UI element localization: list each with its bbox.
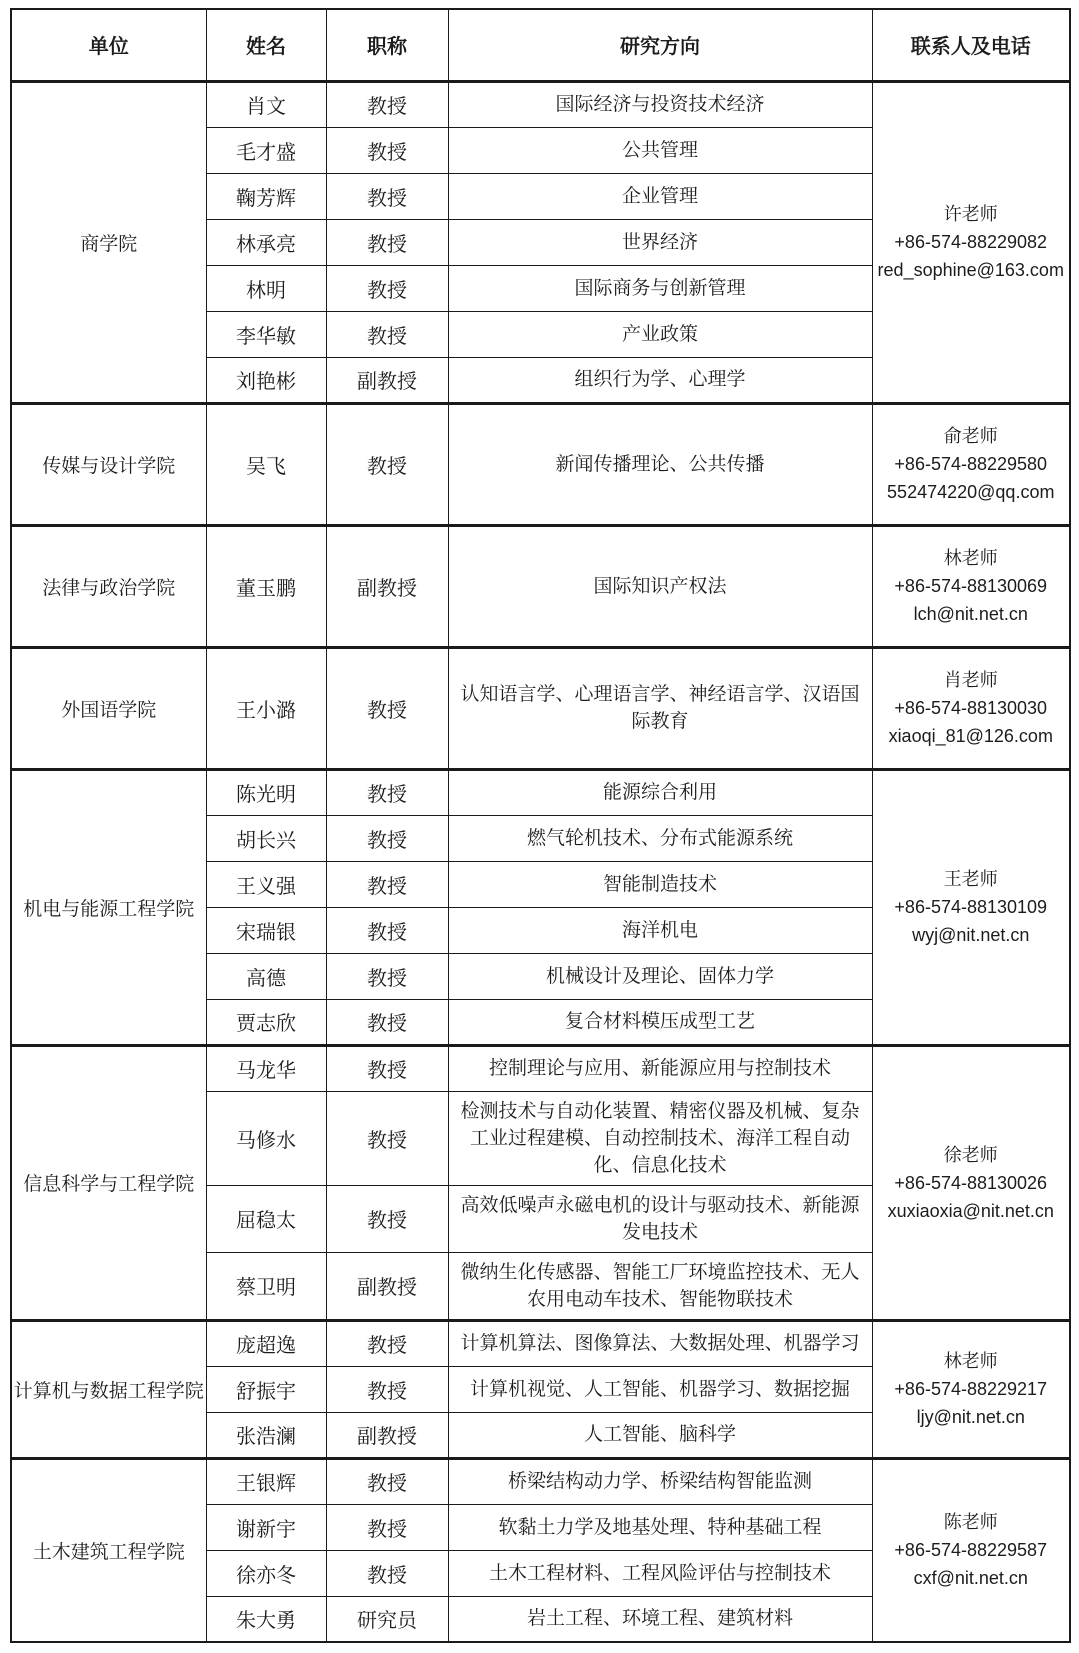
contact-person: 王老师 bbox=[943, 869, 998, 889]
column-header: 研究方向 bbox=[448, 9, 872, 81]
contact-phone: +86-574-88130030 bbox=[894, 698, 1048, 718]
name-cell: 舒振宇 bbox=[206, 1366, 326, 1412]
research-cell: 新闻传播理论、公共传播 bbox=[448, 403, 872, 525]
contact-email: wyj@nit.net.cn bbox=[912, 925, 1030, 945]
name-cell: 高德 bbox=[206, 953, 326, 999]
research-cell: 岩土工程、环境工程、建筑材料 bbox=[448, 1596, 872, 1642]
contact-cell bbox=[872, 647, 1070, 769]
name-cell: 胡长兴 bbox=[206, 815, 326, 861]
unit-cell: 土木建筑工程学院 bbox=[11, 1458, 206, 1642]
research-cell: 复合材料模压成型工艺 bbox=[448, 999, 872, 1045]
contact-email: xuxiaoxia@nit.net.cn bbox=[887, 1200, 1054, 1221]
name-cell: 宋瑞银 bbox=[206, 907, 326, 953]
title-cell: 教授 bbox=[326, 1091, 448, 1185]
contact-email: ljy@nit.net.cn bbox=[916, 1407, 1025, 1427]
unit-cell: 传媒与设计学院 bbox=[11, 403, 206, 525]
name-cell: 蔡卫明 bbox=[206, 1252, 326, 1320]
research-cell: 国际商务与创新管理 bbox=[448, 265, 872, 311]
title-cell: 教授 bbox=[326, 1366, 448, 1412]
contact-cell bbox=[872, 525, 1070, 647]
contact-email: xiaoqi_81@126.com bbox=[888, 726, 1053, 746]
name-cell: 马修水 bbox=[206, 1091, 326, 1185]
name-cell: 林明 bbox=[206, 265, 326, 311]
research-cell: 海洋机电 bbox=[448, 907, 872, 953]
name-cell: 徐亦冬 bbox=[206, 1550, 326, 1596]
title-cell: 教授 bbox=[326, 1045, 448, 1091]
title-cell: 教授 bbox=[326, 81, 448, 127]
contact-person: 徐老师 bbox=[943, 1144, 998, 1165]
research-cell: 燃气轮机技术、分布式能源系统 bbox=[448, 815, 872, 861]
research-cell: 国际经济与投资技术经济 bbox=[448, 81, 872, 127]
name-cell: 王银辉 bbox=[206, 1458, 326, 1504]
name-cell: 吴飞 bbox=[206, 403, 326, 525]
name-cell: 王小潞 bbox=[206, 647, 326, 769]
contact-email: lch@nit.net.cn bbox=[913, 604, 1028, 624]
research-cell: 检测技术与自动化装置、精密仪器及机械、复杂工业过程建模、自动控制技术、海洋工程自动化、信息化技术 bbox=[448, 1091, 872, 1185]
title-cell: 教授 bbox=[326, 1458, 448, 1504]
research-cell: 智能制造技术 bbox=[448, 861, 872, 907]
name-cell: 朱大勇 bbox=[206, 1596, 326, 1642]
name-cell: 陈光明 bbox=[206, 769, 326, 815]
research-cell: 控制理论与应用、新能源应用与控制技术 bbox=[448, 1045, 872, 1091]
name-cell: 马龙华 bbox=[206, 1045, 326, 1091]
name-cell: 庞超逸 bbox=[206, 1320, 326, 1366]
title-cell: 教授 bbox=[326, 265, 448, 311]
research-cell: 机械设计及理论、固体力学 bbox=[448, 953, 872, 999]
contact-phone: +86-574-88130026 bbox=[894, 1172, 1048, 1193]
contact-person: 陈老师 bbox=[943, 1512, 998, 1533]
table-body bbox=[11, 81, 1070, 1642]
name-cell: 董玉鹏 bbox=[206, 525, 326, 647]
table-row bbox=[11, 81, 1070, 127]
research-cell: 土木工程材料、工程风险评估与控制技术 bbox=[448, 1550, 872, 1596]
table-row bbox=[11, 525, 1070, 647]
research-cell: 认知语言学、心理语言学、神经语言学、汉语国际教育 bbox=[448, 647, 872, 769]
contact-email: 552474220@qq.com bbox=[887, 482, 1055, 502]
contact-cell bbox=[872, 1458, 1070, 1642]
contact-phone: +86-574-88229082 bbox=[894, 232, 1048, 252]
title-cell: 教授 bbox=[326, 1550, 448, 1596]
research-cell: 微纳生化传感器、智能工厂环境监控技术、无人农用电动车技术、智能物联技术 bbox=[448, 1252, 872, 1320]
header-row bbox=[11, 9, 1070, 81]
title-cell: 教授 bbox=[326, 769, 448, 815]
unit-cell: 信息科学与工程学院 bbox=[11, 1045, 206, 1320]
research-cell: 高效低噪声永磁电机的设计与驱动技术、新能源发电技术 bbox=[448, 1185, 872, 1252]
name-cell: 贾志欣 bbox=[206, 999, 326, 1045]
title-cell: 研究员 bbox=[326, 1596, 448, 1642]
name-cell: 王义强 bbox=[206, 861, 326, 907]
contact-cell bbox=[872, 403, 1070, 525]
name-cell: 肖文 bbox=[206, 81, 326, 127]
title-cell: 教授 bbox=[326, 311, 448, 357]
title-cell: 教授 bbox=[326, 1185, 448, 1252]
contact-phone: +86-574-88130069 bbox=[894, 576, 1048, 596]
title-cell: 教授 bbox=[326, 815, 448, 861]
title-cell: 教授 bbox=[326, 173, 448, 219]
research-cell: 国际知识产权法 bbox=[448, 525, 872, 647]
title-cell: 教授 bbox=[326, 907, 448, 953]
name-cell: 谢新宇 bbox=[206, 1504, 326, 1550]
research-cell: 产业政策 bbox=[448, 311, 872, 357]
name-cell: 刘艳彬 bbox=[206, 357, 326, 403]
column-header: 姓名 bbox=[206, 9, 326, 81]
contact-phone: +86-574-88130109 bbox=[894, 897, 1048, 917]
column-header: 单位 bbox=[11, 9, 206, 81]
title-cell: 教授 bbox=[326, 219, 448, 265]
unit-cell: 商学院 bbox=[11, 81, 206, 403]
title-cell: 副教授 bbox=[326, 525, 448, 647]
title-cell: 副教授 bbox=[326, 1412, 448, 1458]
title-cell: 教授 bbox=[326, 861, 448, 907]
column-header: 联系人及电话 bbox=[872, 9, 1070, 81]
title-cell: 副教授 bbox=[326, 357, 448, 403]
title-cell: 教授 bbox=[326, 403, 448, 525]
name-cell: 张浩澜 bbox=[206, 1412, 326, 1458]
research-cell: 计算机视觉、人工智能、机器学习、数据挖掘 bbox=[448, 1366, 872, 1412]
name-cell: 鞠芳辉 bbox=[206, 173, 326, 219]
contact-cell bbox=[872, 1320, 1070, 1458]
contact-email: cxf@nit.net.cn bbox=[913, 1568, 1028, 1589]
faculty-table bbox=[10, 8, 1071, 1643]
unit-cell: 计算机与数据工程学院 bbox=[11, 1320, 206, 1458]
unit-cell: 机电与能源工程学院 bbox=[11, 769, 206, 1045]
contact-person: 林老师 bbox=[943, 548, 998, 568]
name-cell: 毛才盛 bbox=[206, 127, 326, 173]
table-row bbox=[11, 1320, 1070, 1366]
table-row bbox=[11, 1045, 1070, 1091]
unit-cell: 法律与政治学院 bbox=[11, 525, 206, 647]
contact-person: 许老师 bbox=[943, 204, 998, 224]
contact-phone: +86-574-88229217 bbox=[894, 1379, 1048, 1399]
title-cell: 副教授 bbox=[326, 1252, 448, 1320]
table-row bbox=[11, 403, 1070, 525]
table-row bbox=[11, 1458, 1070, 1504]
title-cell: 教授 bbox=[326, 1320, 448, 1366]
research-cell: 计算机算法、图像算法、大数据处理、机器学习 bbox=[448, 1320, 872, 1366]
research-cell: 软黏土力学及地基处理、特种基础工程 bbox=[448, 1504, 872, 1550]
contact-cell bbox=[872, 769, 1070, 1045]
contact-email: red_sophine@163.com bbox=[877, 260, 1064, 280]
table-row bbox=[11, 647, 1070, 769]
research-cell: 人工智能、脑科学 bbox=[448, 1412, 872, 1458]
research-cell: 组织行为学、心理学 bbox=[448, 357, 872, 403]
research-cell: 世界经济 bbox=[448, 219, 872, 265]
contact-phone: +86-574-88229587 bbox=[894, 1540, 1048, 1561]
research-cell: 企业管理 bbox=[448, 173, 872, 219]
column-header: 职称 bbox=[326, 9, 448, 81]
contact-cell bbox=[872, 81, 1070, 403]
table-row bbox=[11, 769, 1070, 815]
name-cell: 林承亮 bbox=[206, 219, 326, 265]
title-cell: 教授 bbox=[326, 953, 448, 999]
contact-phone: +86-574-88229580 bbox=[894, 454, 1048, 474]
title-cell: 教授 bbox=[326, 1504, 448, 1550]
contact-person: 肖老师 bbox=[943, 670, 998, 690]
research-cell: 桥梁结构动力学、桥梁结构智能监测 bbox=[448, 1458, 872, 1504]
title-cell: 教授 bbox=[326, 127, 448, 173]
title-cell: 教授 bbox=[326, 999, 448, 1045]
contact-cell bbox=[872, 1045, 1070, 1320]
unit-cell: 外国语学院 bbox=[11, 647, 206, 769]
title-cell: 教授 bbox=[326, 647, 448, 769]
contact-person: 俞老师 bbox=[943, 426, 998, 446]
research-cell: 能源综合利用 bbox=[448, 769, 872, 815]
name-cell: 屈稳太 bbox=[206, 1185, 326, 1252]
name-cell: 李华敏 bbox=[206, 311, 326, 357]
contact-person: 林老师 bbox=[943, 1351, 998, 1371]
research-cell: 公共管理 bbox=[448, 127, 872, 173]
